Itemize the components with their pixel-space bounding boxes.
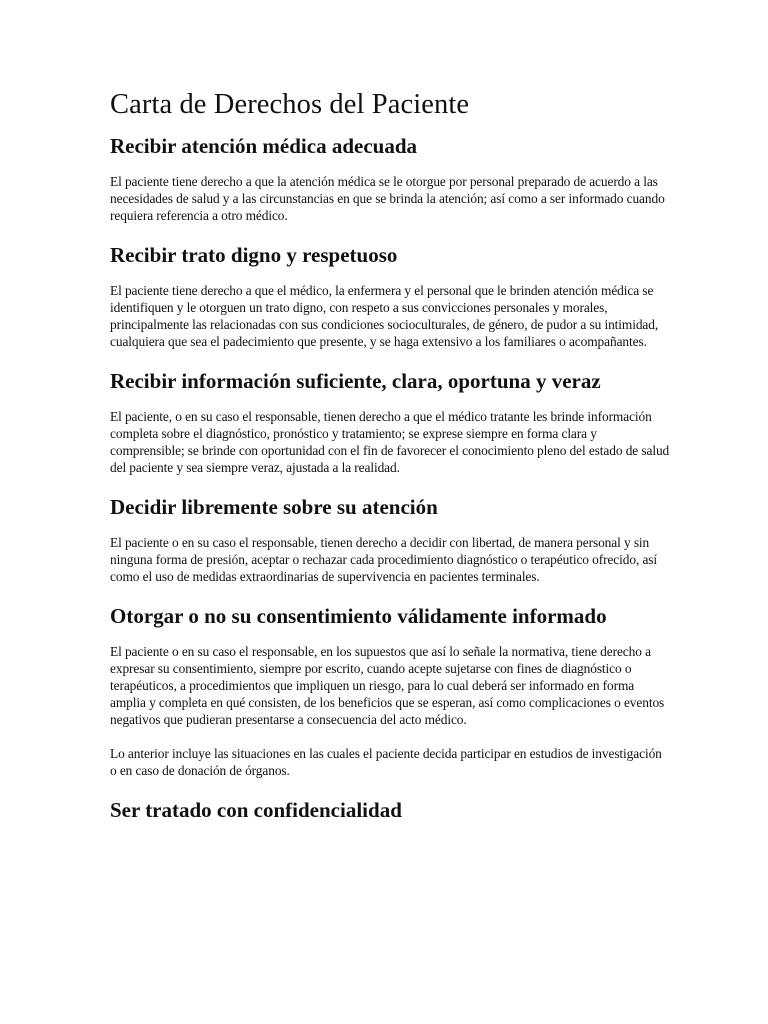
section-heading-decidir-libremente: Decidir libremente sobre su atención [110, 495, 438, 519]
section-paragraph: El paciente, o en su caso el responsable, tienen derecho a que el médico tratante les brinde información completa sobre el diagnóstico, pronóstico y tratamiento; se exprese siempre en forma clara y comprensible; se brinde con oportunidad con el fin de favorecer el conocimiento pleno del estado de salud del paciente y sea siempre veraz, ajustada a la realidad. [110, 409, 670, 475]
section-heading-atencion-adecuada: Recibir atención médica adecuada [110, 134, 418, 158]
section-paragraph: El paciente o en su caso el responsable, tienen derecho a decidir con libertad, de manera personal y sin ninguna forma de presión, aceptar o rechazar cada procedimiento diagnóstico o terapéutico ofrecido, así como el uso de medidas extraordinarias de supervivencia en pacientes terminales. [110, 535, 658, 584]
section-paragraph: El paciente tiene derecho a que el médico, la enfermera y el personal que le brinden atención médica se identifiquen y le otorguen un trato digno, con respeto a sus convicciones personales y morales, principalmente las relacionadas con sus condiciones socioculturales, de género, de pudor a su intimidad, cualquiera que sea el padecimiento que presente, y se haga extensivo a los familiares o acompañantes. [110, 283, 659, 349]
section-paragraph: Lo anterior incluye las situaciones en las cuales el paciente decida participar en estudios de investigación o en caso de donación de órganos. [110, 746, 662, 778]
section-heading-confidencialidad: Ser tratado con confidencialidad [110, 798, 402, 822]
document-page [110, 86, 670, 823]
document-title: Carta de Derechos del Paciente [110, 89, 470, 120]
section-paragraph: El paciente tiene derecho a que la atención médica se le otorgue por personal preparado de acuerdo a las necesidades de salud y a las circunstancias en que se brinda la atención; así como a ser informado cuando requiera referencia a otro médico. [110, 174, 665, 223]
section-heading-trato-digno: Recibir trato digno y respetuoso [110, 243, 398, 267]
section-heading-informacion: Recibir información suficiente, clara, oportuna y veraz [110, 369, 601, 393]
section-paragraph: El paciente o en su caso el responsable, en los supuestos que así lo señale la normativa, tiene derecho a expresar su consentimiento, siempre por escrito, cuando acepte sujetarse con fines de diagnóstico o terapéuticos, a procedimientos que impliquen un riesgo, para lo cual deberá ser informado en forma amplia y completa en qué consisten, de los beneficios que se esperan, así como complicaciones o eventos negativos que pudieran presentarse a consecuencia del acto médico. [110, 644, 665, 727]
section-heading-consentimiento: Otorgar o no su consentimiento válidamente informado [110, 604, 607, 628]
